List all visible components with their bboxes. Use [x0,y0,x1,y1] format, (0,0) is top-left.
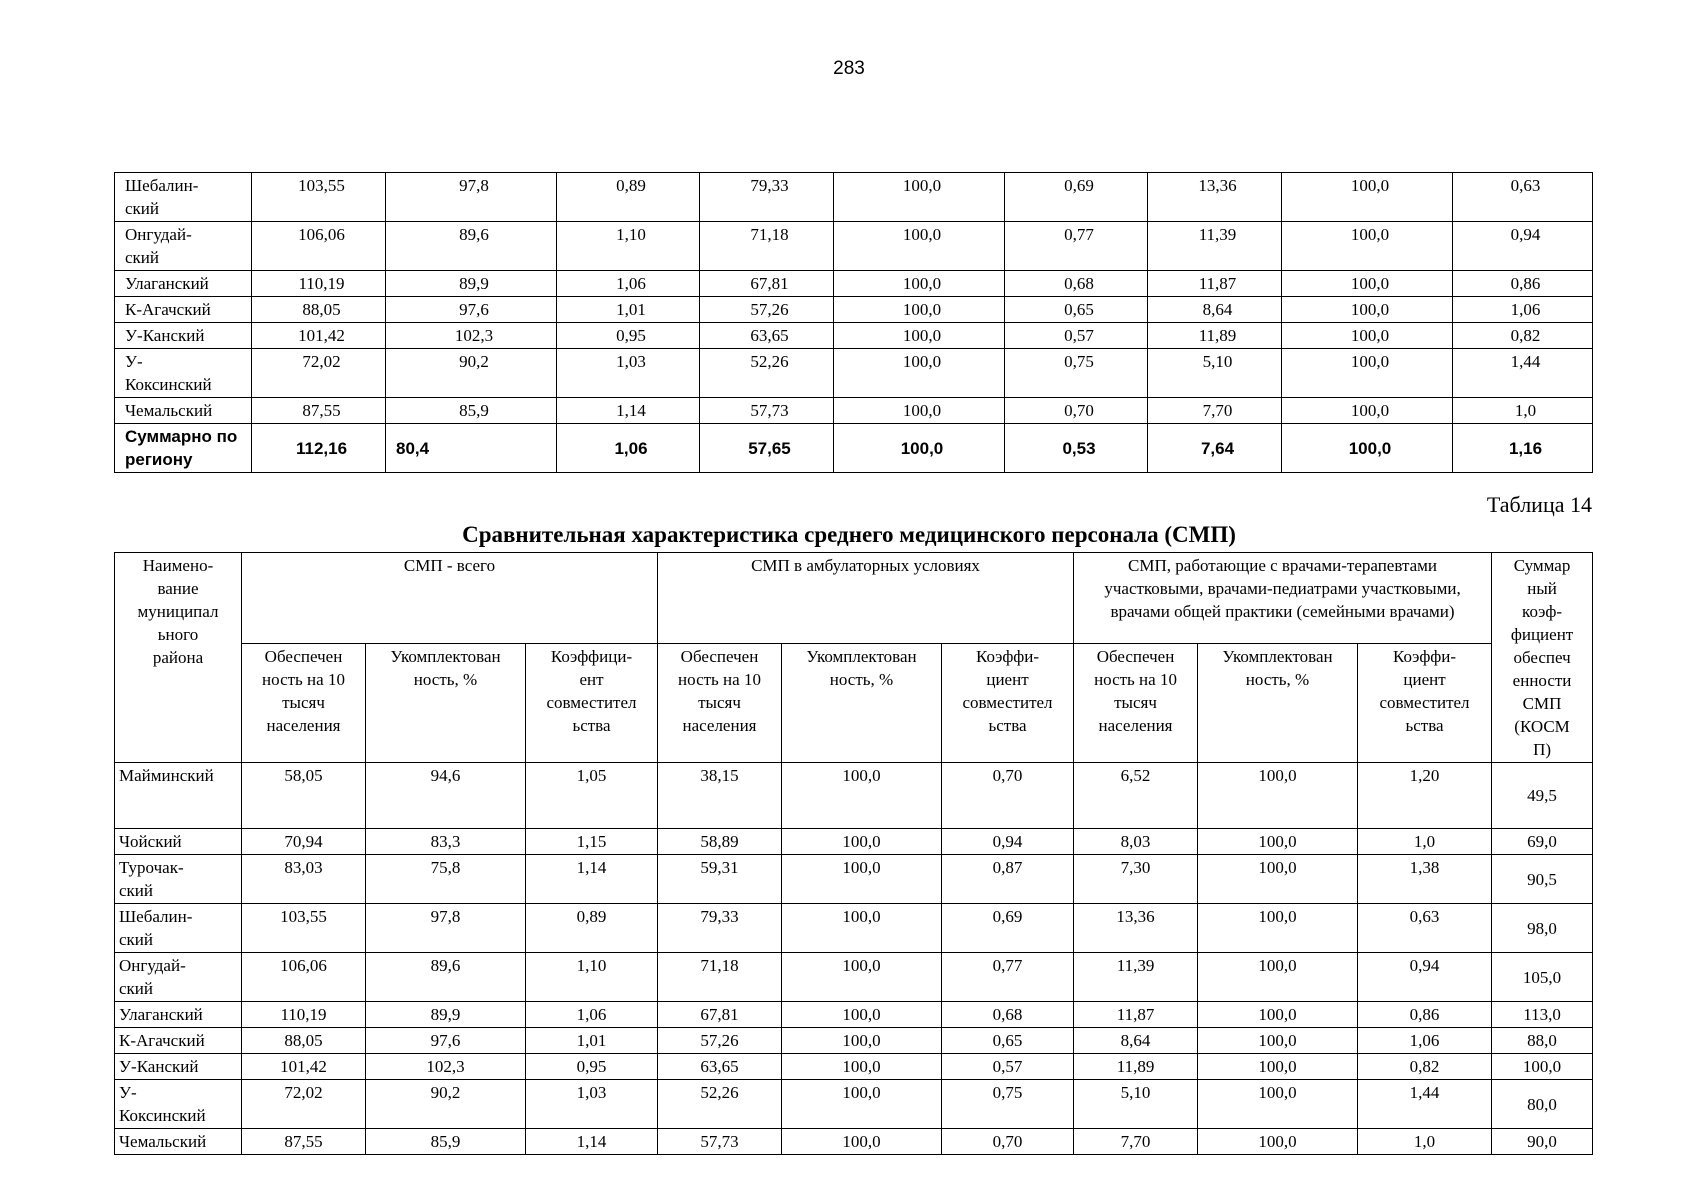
value-cell: 0,70 [942,1129,1074,1155]
value-cell: 110,19 [252,271,386,297]
value-cell: 11,39 [1074,953,1198,1002]
value-cell: 0,63 [1453,173,1593,222]
total-value: 100,0 [834,424,1005,473]
district-name: Улаганский [115,271,252,297]
value-cell: 0,69 [1005,173,1148,222]
value-cell: 100,0 [834,323,1005,349]
value-cell: 100,0 [1282,349,1453,398]
table-row [115,398,1593,424]
value-cell: 100,0 [782,855,942,904]
table-row [115,271,1593,297]
value-cell: 67,81 [700,271,834,297]
value-cell: 100,0 [782,953,942,1002]
kosmp-cell: 105,0 [1492,953,1593,1002]
value-cell: 0,94 [1358,953,1492,1002]
value-cell: 0,77 [942,953,1074,1002]
value-cell: 100,0 [1282,173,1453,222]
value-cell: 0,87 [942,855,1074,904]
value-cell: 106,06 [242,953,366,1002]
value-cell: 52,26 [700,349,834,398]
value-cell: 89,6 [366,953,526,1002]
value-cell: 89,9 [366,1002,526,1028]
header-kosmp: Суммар ный коэф- фициент обеспеч енности СМП (КОСМ П) [1492,553,1593,763]
value-cell: 101,42 [252,323,386,349]
value-cell: 100,0 [834,398,1005,424]
value-cell: 1,0 [1358,1129,1492,1155]
value-cell: 100,0 [1282,222,1453,271]
district-name: Улаганский [115,1002,242,1028]
value-cell: 0,63 [1358,904,1492,953]
table-title: Сравнительная характеристика среднего медицинского персонала (СМП) [462,522,1236,547]
value-cell: 100,0 [1282,297,1453,323]
header-subcolumn: Коэффи- циент совместител ьства [942,643,1074,762]
value-cell: 7,70 [1074,1129,1198,1155]
value-cell: 71,18 [700,222,834,271]
value-cell: 103,55 [242,904,366,953]
value-cell: 100,0 [1198,829,1358,855]
value-cell: 0,69 [942,904,1074,953]
value-cell: 100,0 [834,271,1005,297]
value-cell: 0,86 [1453,271,1593,297]
value-cell: 52,26 [658,1080,782,1129]
header-subcolumn: Обеспечен ность на 10 тысяч населения [242,643,366,762]
value-cell: 100,0 [1198,855,1358,904]
continued-table [114,172,1593,473]
district-name: Онгудай- ский [115,953,242,1002]
kosmp-cell: 90,0 [1492,1129,1593,1155]
district-name: Чемальский [115,398,252,424]
value-cell: 0,65 [1005,297,1148,323]
value-cell: 57,73 [700,398,834,424]
value-cell: 100,0 [782,1002,942,1028]
value-cell: 0,77 [1005,222,1148,271]
value-cell: 100,0 [1198,763,1358,829]
value-cell: 5,10 [1074,1080,1198,1129]
value-cell: 59,31 [658,855,782,904]
table-row [115,349,1593,398]
value-cell: 1,06 [1358,1028,1492,1054]
value-cell: 100,0 [1198,953,1358,1002]
value-cell: 72,02 [242,1080,366,1129]
value-cell: 71,18 [658,953,782,1002]
header-subcolumn: Укомплектован ность, % [366,643,526,762]
value-cell: 1,14 [526,1129,658,1155]
kosmp-cell: 90,5 [1492,855,1593,904]
district-name: У- Коксинский [115,1080,242,1129]
value-cell: 0,82 [1453,323,1593,349]
value-cell: 57,73 [658,1129,782,1155]
value-cell: 0,68 [1005,271,1148,297]
table-row [115,222,1593,271]
kosmp-cell: 69,0 [1492,829,1593,855]
value-cell: 102,3 [366,1054,526,1080]
district-name: К-Агачский [115,1028,242,1054]
value-cell: 11,89 [1148,323,1282,349]
value-cell: 1,05 [526,763,658,829]
header-subcolumn: Укомплектован ность, % [782,643,942,762]
district-name: У-Канский [115,323,252,349]
value-cell: 101,42 [242,1054,366,1080]
value-cell: 1,20 [1358,763,1492,829]
value-cell: 0,70 [1005,398,1148,424]
value-cell: 1,06 [1453,297,1593,323]
value-cell: 100,0 [1198,1080,1358,1129]
header-district-name: Наимено- вание муниципал ьного района [115,553,242,763]
value-cell: 58,05 [242,763,366,829]
value-cell: 1,44 [1453,349,1593,398]
header-group-smp-ambulatory: СМП в амбулаторных условиях [658,553,1074,644]
value-cell: 7,30 [1074,855,1198,904]
total-row [115,424,1593,473]
value-cell: 83,3 [366,829,526,855]
table-row [115,763,1593,829]
value-cell: 88,05 [242,1028,366,1054]
value-cell: 0,75 [942,1080,1074,1129]
district-name: Чойский [115,829,242,855]
value-cell: 100,0 [1198,1129,1358,1155]
total-value: 7,64 [1148,424,1282,473]
kosmp-cell: 113,0 [1492,1002,1593,1028]
value-cell: 1,03 [526,1080,658,1129]
value-cell: 0,95 [526,1054,658,1080]
value-cell: 8,03 [1074,829,1198,855]
value-cell: 67,81 [658,1002,782,1028]
value-cell: 11,87 [1148,271,1282,297]
value-cell: 100,0 [1198,1028,1358,1054]
value-cell: 13,36 [1148,173,1282,222]
value-cell: 0,75 [1005,349,1148,398]
total-value: 100,0 [1282,424,1453,473]
value-cell: 1,15 [526,829,658,855]
value-cell: 0,70 [942,763,1074,829]
value-cell: 1,0 [1453,398,1593,424]
header-subcolumn: Коэффи- циент совместител ьства [1358,643,1492,762]
table-row [115,904,1593,953]
table-row [115,1002,1593,1028]
kosmp-cell: 80,0 [1492,1080,1593,1129]
kosmp-cell: 88,0 [1492,1028,1593,1054]
value-cell: 100,0 [1198,1002,1358,1028]
value-cell: 100,0 [1198,904,1358,953]
value-cell: 100,0 [834,297,1005,323]
smp-comparison-table [114,552,1593,1155]
header-subcolumn: Обеспечен ность на 10 тысяч населения [1074,643,1198,762]
header-subcolumn: Обеспечен ность на 10 тысяч населения [658,643,782,762]
value-cell: 102,3 [386,323,557,349]
value-cell: 89,9 [386,271,557,297]
value-cell: 1,10 [557,222,700,271]
district-name: У-Канский [115,1054,242,1080]
value-cell: 100,0 [1282,398,1453,424]
page-number: 283 [833,58,865,79]
table-row [115,1129,1593,1155]
value-cell: 1,38 [1358,855,1492,904]
value-cell: 1,01 [557,297,700,323]
value-cell: 1,10 [526,953,658,1002]
total-value: 0,53 [1005,424,1148,473]
value-cell: 1,03 [557,349,700,398]
value-cell: 0,68 [942,1002,1074,1028]
value-cell: 100,0 [782,1080,942,1129]
value-cell: 11,89 [1074,1054,1198,1080]
table-row [115,1080,1593,1129]
value-cell: 72,02 [252,349,386,398]
kosmp-cell: 98,0 [1492,904,1593,953]
value-cell: 0,95 [557,323,700,349]
value-cell: 88,05 [252,297,386,323]
value-cell: 0,65 [942,1028,1074,1054]
district-name: У- Коксинский [115,349,252,398]
value-cell: 110,19 [242,1002,366,1028]
kosmp-cell: 100,0 [1492,1054,1593,1080]
value-cell: 90,2 [386,349,557,398]
table-row [115,1054,1593,1080]
value-cell: 97,6 [386,297,557,323]
value-cell: 38,15 [658,763,782,829]
value-cell: 0,89 [526,904,658,953]
table-row [115,297,1593,323]
value-cell: 1,06 [526,1002,658,1028]
header-row-groups [115,553,1593,644]
value-cell: 0,94 [1453,222,1593,271]
value-cell: 8,64 [1148,297,1282,323]
header-group-smp-total: СМП - всего [242,553,658,644]
table-caption: Таблица 14 [1486,492,1592,517]
value-cell: 94,6 [366,763,526,829]
value-cell: 11,39 [1148,222,1282,271]
header-row-subcolumns [115,643,1593,762]
value-cell: 106,06 [252,222,386,271]
value-cell: 100,0 [782,763,942,829]
value-cell: 100,0 [1198,1054,1358,1080]
header-subcolumn: Коэффици- ент совместител ьства [526,643,658,762]
value-cell: 13,36 [1074,904,1198,953]
value-cell: 6,52 [1074,763,1198,829]
value-cell: 90,2 [366,1080,526,1129]
value-cell: 1,0 [1358,829,1492,855]
district-name: Онгудай- ский [115,222,252,271]
table-row [115,323,1593,349]
table-row [115,953,1593,1002]
value-cell: 0,89 [557,173,700,222]
table-row [115,1028,1593,1054]
value-cell: 100,0 [834,173,1005,222]
value-cell: 63,65 [700,323,834,349]
value-cell: 57,26 [658,1028,782,1054]
value-cell: 11,87 [1074,1002,1198,1028]
header-subcolumn: Укомплектован ность, % [1198,643,1358,762]
header-group-smp-district: СМП, работающие с врачами-терапевтами участковыми, врачами-педиатрами участковыми, врачами общей практики (семейными врачами) [1074,553,1492,644]
value-cell: 7,70 [1148,398,1282,424]
table-row [115,829,1593,855]
value-cell: 1,01 [526,1028,658,1054]
value-cell: 57,26 [700,297,834,323]
district-name: Чемальский [115,1129,242,1155]
value-cell: 0,57 [942,1054,1074,1080]
value-cell: 70,94 [242,829,366,855]
value-cell: 89,6 [386,222,557,271]
value-cell: 8,64 [1074,1028,1198,1054]
value-cell: 79,33 [700,173,834,222]
district-name: Турочак- ский [115,855,242,904]
value-cell: 63,65 [658,1054,782,1080]
district-name: Шебалин- ский [115,904,242,953]
value-cell: 100,0 [782,1028,942,1054]
value-cell: 100,0 [782,1129,942,1155]
value-cell: 0,57 [1005,323,1148,349]
total-value: 1,16 [1453,424,1593,473]
value-cell: 100,0 [782,904,942,953]
kosmp-cell: 49,5 [1492,763,1593,829]
value-cell: 97,6 [366,1028,526,1054]
value-cell: 0,86 [1358,1002,1492,1028]
value-cell: 1,06 [557,271,700,297]
value-cell: 0,94 [942,829,1074,855]
value-cell: 100,0 [834,349,1005,398]
value-cell: 85,9 [386,398,557,424]
total-value: 57,65 [700,424,834,473]
value-cell: 100,0 [1282,271,1453,297]
value-cell: 1,14 [557,398,700,424]
value-cell: 87,55 [252,398,386,424]
value-cell: 97,8 [366,904,526,953]
value-cell: 0,82 [1358,1054,1492,1080]
value-cell: 97,8 [386,173,557,222]
value-cell: 5,10 [1148,349,1282,398]
value-cell: 83,03 [242,855,366,904]
value-cell: 100,0 [782,829,942,855]
total-value: 112,16 [252,424,386,473]
value-cell: 79,33 [658,904,782,953]
district-name: Шебалин- ский [115,173,252,222]
table-row [115,173,1593,222]
total-value: 80,4 [386,424,557,473]
value-cell: 100,0 [1282,323,1453,349]
value-cell: 58,89 [658,829,782,855]
value-cell: 1,14 [526,855,658,904]
value-cell: 87,55 [242,1129,366,1155]
table-row [115,855,1593,904]
value-cell: 100,0 [834,222,1005,271]
total-value: 1,06 [557,424,700,473]
total-label: Суммарно по региону [115,424,252,473]
value-cell: 1,44 [1358,1080,1492,1129]
district-name: К-Агачский [115,297,252,323]
value-cell: 85,9 [366,1129,526,1155]
value-cell: 75,8 [366,855,526,904]
district-name: Майминский [115,763,242,829]
value-cell: 103,55 [252,173,386,222]
value-cell: 100,0 [782,1054,942,1080]
